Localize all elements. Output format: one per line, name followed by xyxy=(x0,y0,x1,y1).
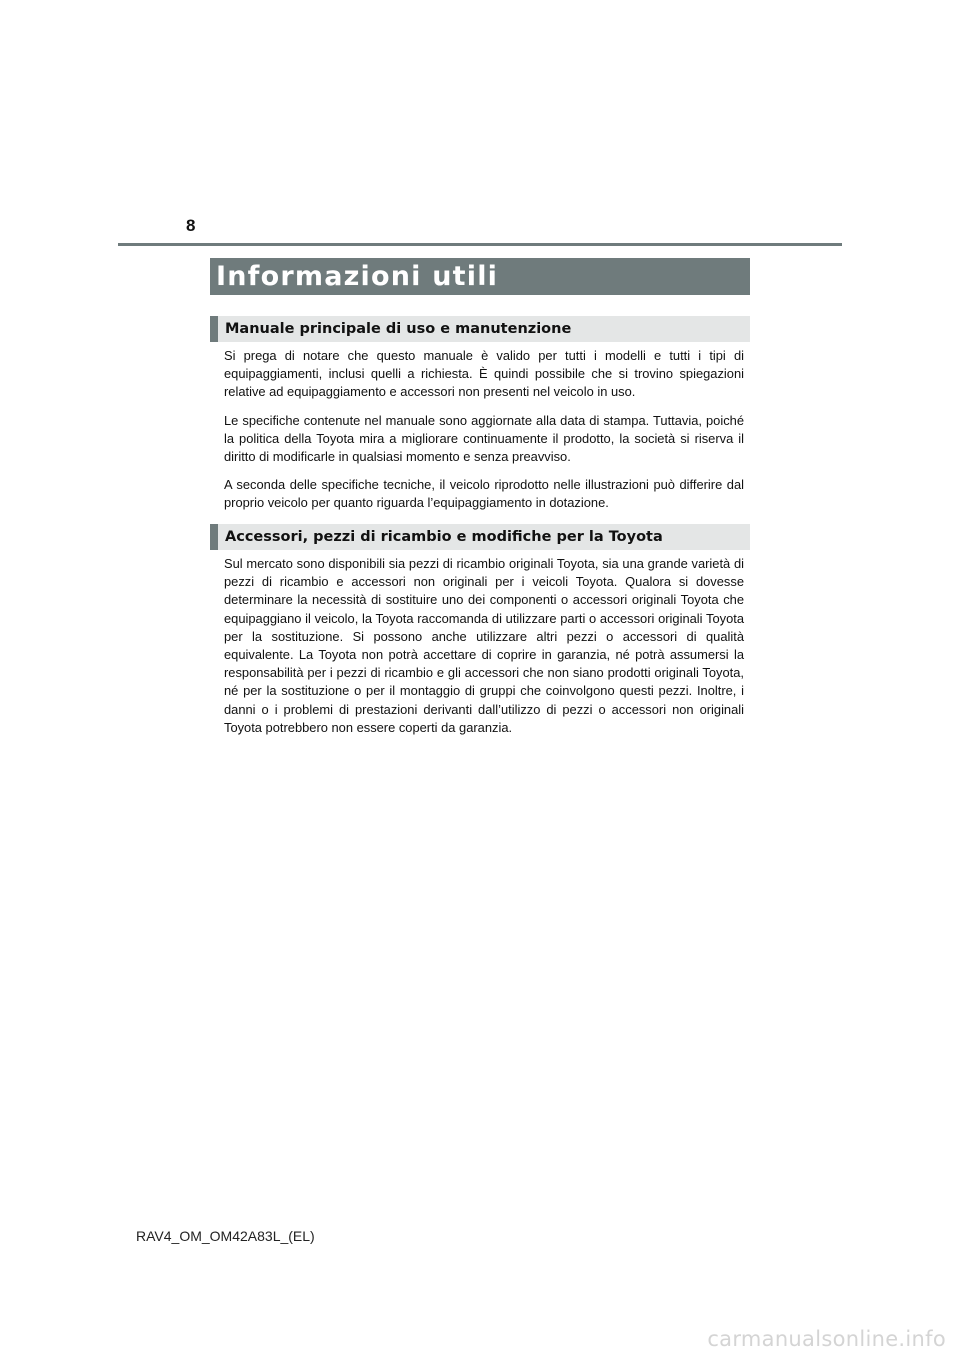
chapter-title: Informazioni utili xyxy=(216,261,499,292)
document-code: RAV4_OM_OM42A83L_(EL) xyxy=(136,1228,315,1244)
section-body-accessories xyxy=(224,555,744,747)
section-heading-accessories: Accessori, pezzi di ricambio e modifiche per la Toyota xyxy=(225,529,663,545)
section-heading-manual: Manuale principale di uso e manutenzione xyxy=(225,321,572,337)
section-body-manual xyxy=(224,347,744,523)
watermark: carmanualsonline.info xyxy=(707,1327,946,1351)
paragraph: Si prega di notare che questo manuale è valido per tutti i modelli e tutti i tipi di equipaggiamenti, inclusi quelli a richiesta. È quindi possibile che si trovino spiegazioni relative ad equipaggiamento e accessori non presenti nel veicolo in uso. xyxy=(224,348,744,400)
paragraph: Sul mercato sono disponibili sia pezzi di ricambio originali Toyota, sia una grande varietà di pezzi di ricambio e accessori non originali per i veicoli Toyota. Qualora si dovesse determinare la necessità di sostituire uno dei componenti o accessori originali Toyota che equipaggiano il veicolo, la Toyota raccomanda di utilizzare parti o accessori originali Toyota per la sostituzione. Si possono anche utilizzare altri pezzi o accessori di qualità equivalente. La Toyota non potrà accettare di coprire in garanzia, né potrà assumersi la responsabilità per i pezzi di ricambio e gli accessori che non siano prodotti originali Toyota, né per la sostituzione o per il montaggio di gruppi che coinvolgono questi pezzi. Inoltre, i danni o i problemi di prestazioni derivanti dall’utilizzo di pezzi o accessori non originali Toyota potrebbero non essere coperti da garanzia. xyxy=(224,556,744,735)
chapter-header-bar xyxy=(210,258,750,295)
paragraph: A seconda delle specifiche tecniche, il veicolo riprodotto nelle illustrazioni può differire dal proprio veicolo per quanto riguarda l’equipaggiamento in dotazione. xyxy=(224,477,744,511)
section-heading-bar-accessories xyxy=(210,524,750,550)
section-heading-bar-manual xyxy=(210,316,750,342)
header-rule xyxy=(118,243,842,246)
paragraph: Le specifiche contenute nel manuale sono aggiornate alla data di stampa. Tuttavia, poiché la politica della Toyota mira a migliorare continuamente il prodotto, la società si riserva il diritto di modificarle in qualsiasi momento e senza preavviso. xyxy=(224,412,744,465)
page-number: 8 xyxy=(186,216,196,235)
